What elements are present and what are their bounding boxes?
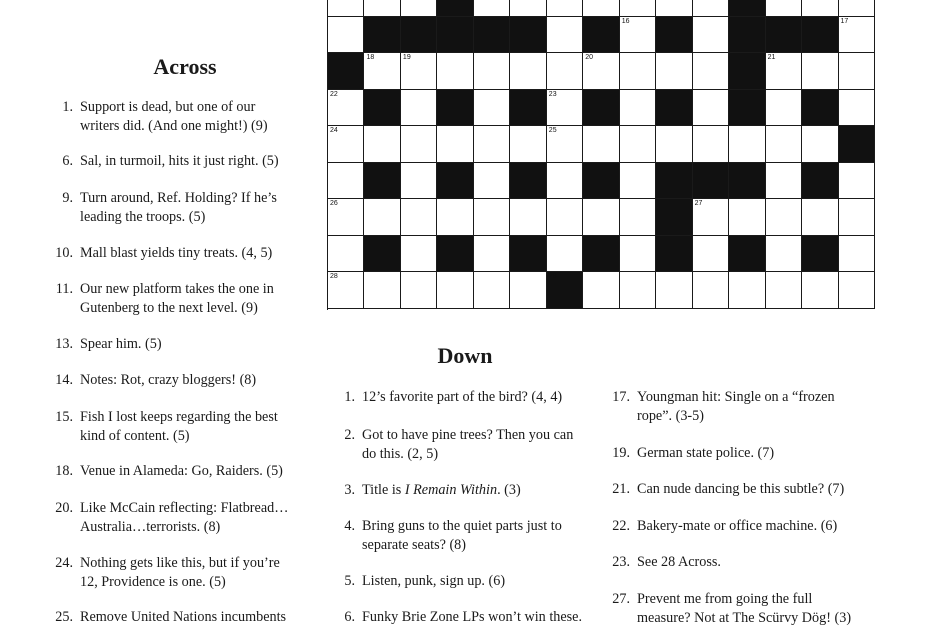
clue-number: 3. xyxy=(344,482,355,498)
clue-number: 27. xyxy=(612,591,630,607)
clue-italic-title: I Remain Within xyxy=(404,482,498,498)
grid-block xyxy=(729,163,765,200)
grid-block xyxy=(802,236,838,273)
grid-cell[interactable] xyxy=(620,0,656,17)
grid-cell[interactable] xyxy=(839,53,875,90)
clue-line-2: Gutenberg to the next level. (9) xyxy=(80,300,258,316)
grid-cell[interactable] xyxy=(766,236,802,273)
grid-cell[interactable] xyxy=(656,272,692,309)
clue-number: 13. xyxy=(55,336,73,352)
grid-cell[interactable] xyxy=(583,126,619,163)
grid-block xyxy=(802,90,838,127)
grid-cell[interactable] xyxy=(547,199,583,236)
clue-text xyxy=(80,98,268,136)
clue-number: 6. xyxy=(344,609,355,625)
clue-line-1: Title is xyxy=(362,482,405,498)
grid-block xyxy=(693,163,729,200)
grid-cell[interactable] xyxy=(583,272,619,309)
clue-number: 6. xyxy=(62,153,73,169)
grid-cell[interactable] xyxy=(802,199,838,236)
clue-number: 20. xyxy=(55,500,73,516)
grid-block xyxy=(364,90,400,127)
grid-cell[interactable] xyxy=(693,126,729,163)
grid-cell[interactable] xyxy=(693,0,729,17)
cell-number: 26 xyxy=(330,200,338,208)
clue-line-1: Nothing gets like this, but if you’re xyxy=(80,555,280,571)
grid-cell[interactable] xyxy=(328,17,364,54)
clue-text xyxy=(80,371,256,390)
cell-number: 21 xyxy=(767,54,776,62)
grid-cell[interactable] xyxy=(802,0,838,17)
grid-block xyxy=(802,163,838,200)
grid-block xyxy=(656,90,692,127)
clue-text xyxy=(80,152,279,171)
clue-line-2: rope”. (3-5) xyxy=(637,408,704,424)
clue-number: 23. xyxy=(612,554,630,570)
clue-text xyxy=(80,335,162,354)
clue-line-1: Like McCain reflecting: Flatbread… xyxy=(80,500,289,516)
cell-number: 20 xyxy=(585,54,594,62)
grid-cell[interactable] xyxy=(583,0,619,17)
clue-line-1: German state police. (7) xyxy=(637,445,775,461)
clue-text xyxy=(80,280,274,318)
grid-cell[interactable] xyxy=(547,163,583,200)
grid-block xyxy=(766,17,802,54)
grid-cell[interactable] xyxy=(693,199,729,236)
grid-cell[interactable] xyxy=(839,236,875,273)
clue-line-1: Fish I lost keeps regarding the best xyxy=(80,409,278,425)
clue-line-1: Can nude dancing be this subtle? (7) xyxy=(637,481,845,497)
grid-cell[interactable] xyxy=(474,90,510,127)
grid-cell[interactable] xyxy=(474,236,510,273)
grid-cell[interactable] xyxy=(437,199,473,236)
grid-cell[interactable] xyxy=(364,272,400,309)
grid-cell[interactable] xyxy=(401,90,437,127)
clue-text xyxy=(80,189,277,227)
clue-text xyxy=(637,388,835,426)
grid-cell[interactable] xyxy=(620,17,656,54)
grid-cell[interactable] xyxy=(802,126,838,163)
grid-block xyxy=(583,236,619,273)
grid-cell[interactable] xyxy=(766,272,802,309)
grid-cell[interactable] xyxy=(328,272,364,309)
clue-text xyxy=(362,572,505,591)
cell-number: 27 xyxy=(694,200,703,208)
grid-cell[interactable] xyxy=(693,53,729,90)
clue-line-2: measure? Not at The Scürvy Dög! (3) xyxy=(637,610,852,626)
down-heading: Down xyxy=(437,343,493,368)
clue-number: 14. xyxy=(55,372,73,388)
clue-text xyxy=(362,388,562,407)
clue-text xyxy=(80,244,272,263)
grid-cell[interactable] xyxy=(510,126,546,163)
clue-text xyxy=(80,462,283,481)
grid-cell[interactable] xyxy=(620,272,656,309)
grid-cell[interactable] xyxy=(401,126,437,163)
clue-number: 1. xyxy=(62,99,73,115)
clue-line-2: do this. (2, 5) xyxy=(362,446,439,462)
grid-cell[interactable] xyxy=(437,126,473,163)
clue-line-1: Turn around, Ref. Holding? If he’s xyxy=(80,190,277,206)
grid-cell[interactable] xyxy=(656,0,692,17)
grid-cell[interactable] xyxy=(729,272,765,309)
cell-number: 24 xyxy=(330,127,338,135)
grid-cell[interactable] xyxy=(839,0,875,17)
grid-block xyxy=(328,53,364,90)
cell-number: 19 xyxy=(402,54,411,62)
grid-block xyxy=(656,17,692,54)
clue-text xyxy=(80,408,278,446)
grid-block xyxy=(437,90,473,127)
clue-text xyxy=(637,444,774,463)
clue-line-2: separate seats? (8) xyxy=(362,537,466,553)
clue-text xyxy=(637,480,844,499)
clue-line-1: Prevent me from going the full xyxy=(637,591,813,607)
grid-block xyxy=(510,236,546,273)
grid-cell[interactable] xyxy=(328,236,364,273)
clue-line-2: leading the troops. (5) xyxy=(80,209,206,225)
grid-cell[interactable] xyxy=(364,199,400,236)
clue-line-1: Support is dead, but one of our xyxy=(80,99,256,115)
grid-block xyxy=(364,236,400,273)
grid-cell[interactable] xyxy=(547,90,583,127)
grid-cell[interactable] xyxy=(620,90,656,127)
grid-cell[interactable] xyxy=(328,199,364,236)
clue-number: 25. xyxy=(55,609,73,625)
clue-line-2: Australia…terrorists. (8) xyxy=(80,519,221,535)
grid-block xyxy=(364,17,400,54)
grid-cell[interactable] xyxy=(364,53,400,90)
grid-cell[interactable] xyxy=(656,126,692,163)
grid-cell[interactable] xyxy=(328,90,364,127)
grid-cell[interactable] xyxy=(839,17,875,54)
grid-cell[interactable] xyxy=(620,126,656,163)
grid-block xyxy=(583,17,619,54)
grid-block xyxy=(364,163,400,200)
grid-block xyxy=(437,236,473,273)
cell-number: 16 xyxy=(621,17,630,25)
grid-block xyxy=(401,17,437,54)
across-heading: Across xyxy=(153,54,217,79)
cell-number: 28 xyxy=(330,273,338,281)
clue-number: 5. xyxy=(344,573,355,589)
grid-cell[interactable] xyxy=(474,272,510,309)
clue-line-1: Bring guns to the quiet parts just to xyxy=(362,518,562,534)
clue-text xyxy=(637,517,837,536)
grid-cell[interactable] xyxy=(401,199,437,236)
clue-number: 19. xyxy=(612,445,630,461)
grid-cell[interactable] xyxy=(401,236,437,273)
grid-block xyxy=(583,163,619,200)
grid-block xyxy=(729,53,765,90)
grid-cell[interactable] xyxy=(839,272,875,309)
grid-block xyxy=(437,0,473,17)
clue-number: 10. xyxy=(55,245,73,261)
grid-cell[interactable] xyxy=(583,53,619,90)
grid-block xyxy=(729,236,765,273)
clue-line-1: Mall blast yields tiny treats. (4, 5) xyxy=(80,245,273,261)
clue-text xyxy=(80,499,288,537)
clue-line-1: 12’s favorite part of the bird? (4, 4) xyxy=(362,389,563,405)
grid-cell[interactable] xyxy=(328,0,364,17)
grid-cell[interactable] xyxy=(401,272,437,309)
grid-cell[interactable] xyxy=(620,236,656,273)
grid-block xyxy=(510,17,546,54)
clue-line-2: 12, Providence is one. (5) xyxy=(80,574,226,590)
grid-cell[interactable] xyxy=(802,53,838,90)
grid-cell[interactable] xyxy=(620,53,656,90)
grid-block xyxy=(656,199,692,236)
cell-number: 18 xyxy=(366,54,375,62)
grid-cell[interactable] xyxy=(547,236,583,273)
clue-text xyxy=(362,426,573,464)
grid-cell[interactable] xyxy=(729,199,765,236)
clue-line-2: writers did. (And one might!) (9) xyxy=(80,118,268,134)
clue-number: 15. xyxy=(55,409,73,425)
grid-cell[interactable] xyxy=(510,53,546,90)
grid-cell[interactable] xyxy=(437,272,473,309)
grid-cell[interactable] xyxy=(401,53,437,90)
grid-cell[interactable] xyxy=(583,199,619,236)
clue-text xyxy=(637,553,721,572)
grid-cell[interactable] xyxy=(510,0,546,17)
clue-number: 1. xyxy=(344,389,355,405)
grid-cell[interactable] xyxy=(729,126,765,163)
grid-cell[interactable] xyxy=(547,53,583,90)
clue-number: 11. xyxy=(55,281,73,297)
clue-number: 21. xyxy=(612,481,630,497)
grid-cell[interactable] xyxy=(839,90,875,127)
grid-cell[interactable] xyxy=(766,90,802,127)
clue-text xyxy=(362,481,521,500)
grid-cell[interactable] xyxy=(766,199,802,236)
clue-line-1: Sal, in turmoil, hits it just right. (5) xyxy=(80,153,279,169)
grid-block xyxy=(437,163,473,200)
grid-cell[interactable] xyxy=(766,0,802,17)
clue-line-1: Got to have pine trees? Then you can xyxy=(362,427,574,443)
clue-line-1: Our new platform takes the one in xyxy=(80,281,274,297)
grid-cell[interactable] xyxy=(766,53,802,90)
grid-cell[interactable] xyxy=(693,272,729,309)
grid-cell[interactable] xyxy=(328,126,364,163)
clue-text xyxy=(80,554,280,592)
grid-cell[interactable] xyxy=(474,0,510,17)
grid-cell[interactable] xyxy=(510,272,546,309)
clue-text xyxy=(362,517,562,555)
crossword-grid[interactable] xyxy=(328,0,875,309)
grid-block xyxy=(656,236,692,273)
grid-block xyxy=(437,17,473,54)
cell-number: 17 xyxy=(840,17,849,25)
grid-cell[interactable] xyxy=(364,0,400,17)
clue-line-1: See 28 Across. xyxy=(637,554,721,570)
clue-line-1-end: . (3) xyxy=(497,482,521,498)
clue-number: 18. xyxy=(55,463,73,479)
clue-text xyxy=(637,590,851,628)
grid-cell[interactable] xyxy=(474,126,510,163)
grid-cell[interactable] xyxy=(839,199,875,236)
grid-cell[interactable] xyxy=(401,163,437,200)
cell-number: 23 xyxy=(548,90,557,98)
grid-cell[interactable] xyxy=(474,163,510,200)
cell-number: 25 xyxy=(548,127,557,135)
clue-number: 2. xyxy=(344,427,355,443)
clue-line-2: kind of content. (5) xyxy=(80,428,190,444)
clue-line-1: Funky Brie Zone LPs won’t win these. xyxy=(362,609,583,625)
grid-cell[interactable] xyxy=(474,199,510,236)
clue-line-1: Spear him. (5) xyxy=(80,336,162,352)
clue-number: 9. xyxy=(62,190,73,206)
grid-block xyxy=(802,17,838,54)
clue-line-1: Venue in Alameda: Go, Raiders. (5) xyxy=(80,463,283,479)
grid-cell[interactable] xyxy=(364,126,400,163)
clue-line-1: Remove United Nations incumbents xyxy=(80,609,287,625)
clue-text xyxy=(80,608,286,627)
grid-cell[interactable] xyxy=(766,126,802,163)
grid-cell[interactable] xyxy=(510,199,546,236)
grid-block xyxy=(729,90,765,127)
grid-block xyxy=(729,0,765,17)
clue-number: 22. xyxy=(612,518,630,534)
grid-cell[interactable] xyxy=(620,163,656,200)
cell-number: 29 xyxy=(548,273,557,281)
grid-cell[interactable] xyxy=(547,0,583,17)
grid-cell[interactable] xyxy=(839,163,875,200)
grid-cell[interactable] xyxy=(693,17,729,54)
grid-cell[interactable] xyxy=(547,17,583,54)
clue-line-1: Bakery-mate or office machine. (6) xyxy=(637,518,838,534)
grid-cell[interactable] xyxy=(328,163,364,200)
grid-block xyxy=(839,126,875,163)
grid-block xyxy=(474,17,510,54)
grid-cell[interactable] xyxy=(802,272,838,309)
clue-line-1: Youngman hit: Single on a “frozen xyxy=(637,389,835,405)
clue-text xyxy=(362,608,582,627)
grid-cell[interactable] xyxy=(474,53,510,90)
grid-block xyxy=(729,17,765,54)
grid-block xyxy=(656,163,692,200)
clue-line-1: Notes: Rot, crazy bloggers! (8) xyxy=(80,372,257,388)
grid-block xyxy=(510,163,546,200)
grid-block xyxy=(510,90,546,127)
grid-block xyxy=(547,272,583,309)
clue-line-1: Listen, punk, sign up. (6) xyxy=(362,573,506,589)
grid-cell[interactable] xyxy=(693,236,729,273)
grid-block xyxy=(583,90,619,127)
grid-cell[interactable] xyxy=(693,90,729,127)
grid-cell[interactable] xyxy=(401,0,437,17)
grid-cell[interactable] xyxy=(547,126,583,163)
clue-number: 17. xyxy=(612,389,630,405)
clue-number: 4. xyxy=(344,518,355,534)
grid-cell[interactable] xyxy=(656,53,692,90)
grid-cell[interactable] xyxy=(437,53,473,90)
grid-cell[interactable] xyxy=(620,199,656,236)
clue-number: 24. xyxy=(55,555,73,571)
cell-number: 22 xyxy=(330,90,338,98)
grid-cell[interactable] xyxy=(766,163,802,200)
